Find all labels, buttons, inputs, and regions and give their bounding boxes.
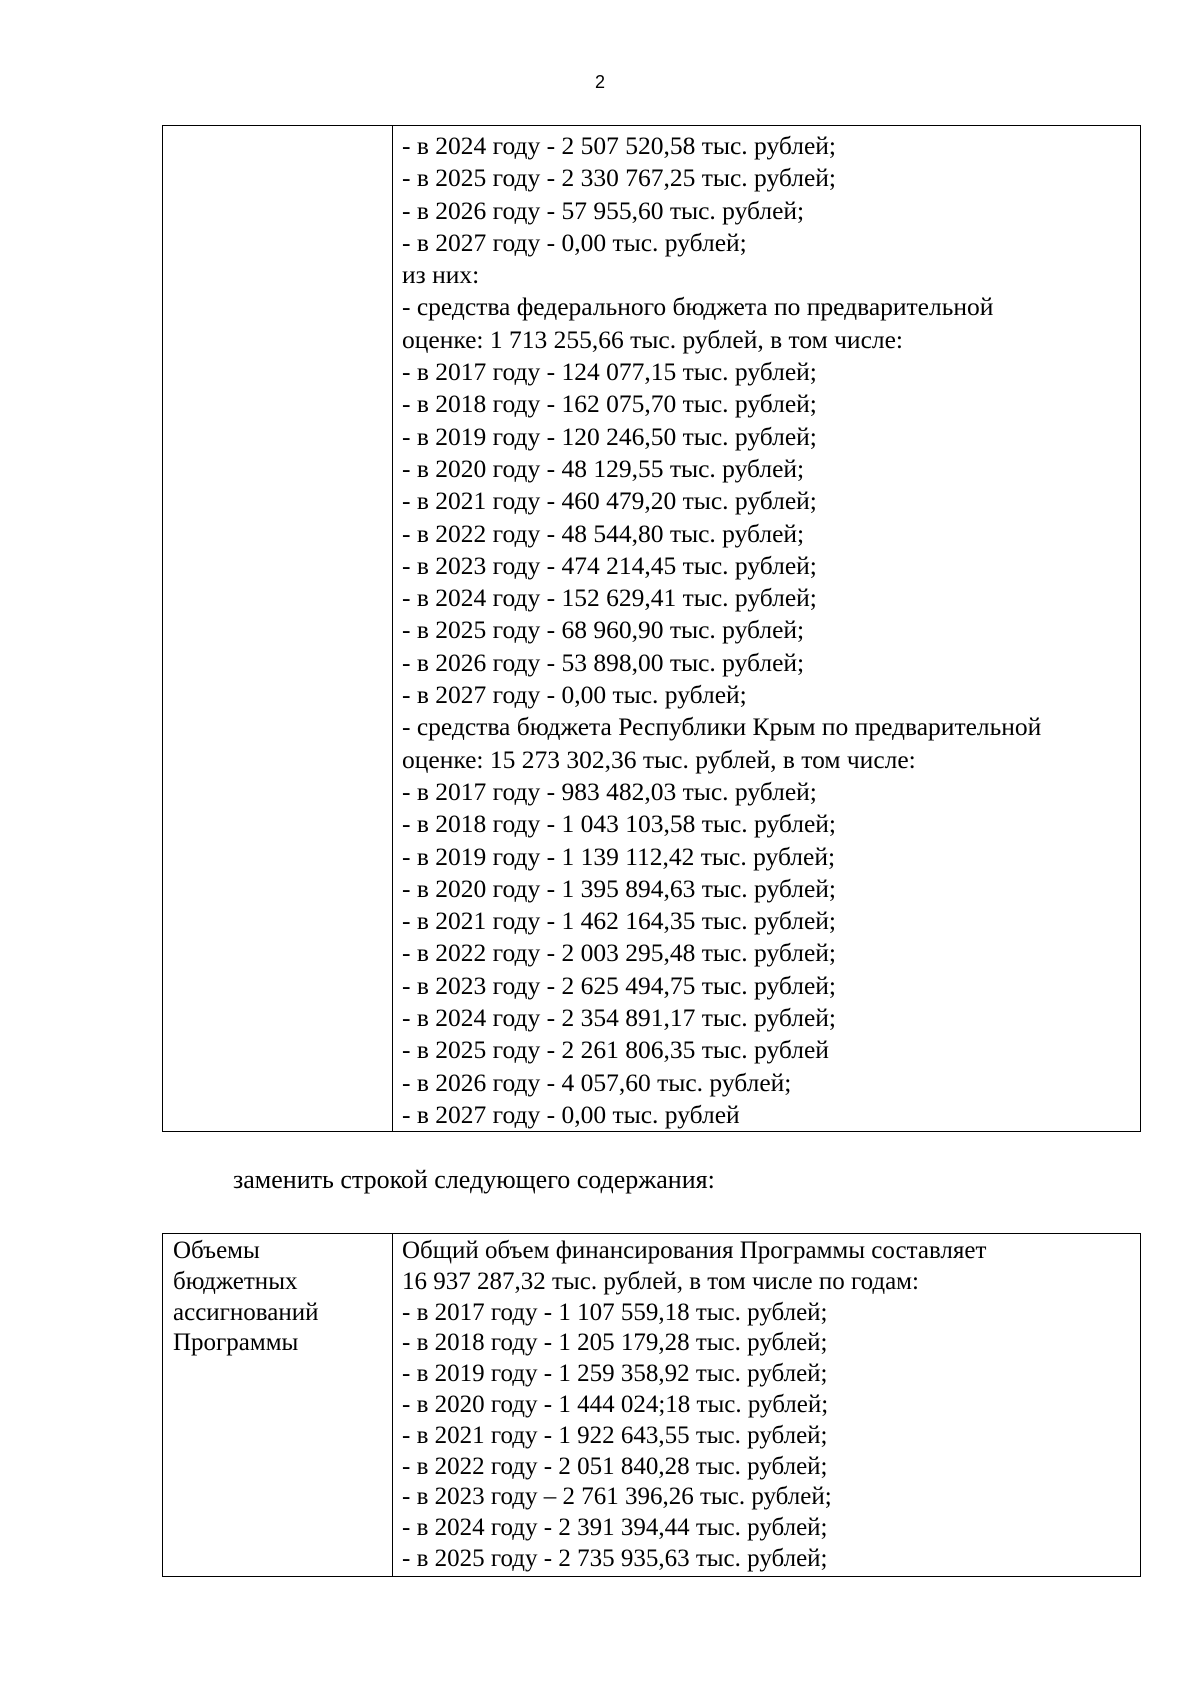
text-line: ассигнований	[173, 1298, 319, 1326]
text-line: оценке: 15 273 302,36 тыс. рублей, в том числе:	[402, 744, 916, 774]
budget-table-original	[162, 125, 1141, 1132]
text-line: - в 2019 году - 1 259 358,92 тыс. рублей;	[402, 1360, 828, 1388]
text-line: - в 2021 году - 1 462 164,35 тыс. рублей;	[402, 906, 836, 936]
text-line: - в 2020 году - 1 395 894,63 тыс. рублей;	[402, 873, 836, 903]
text-line: Программы	[173, 1329, 299, 1357]
text-line: - в 2018 году - 1 043 103,58 тыс. рублей;	[402, 809, 836, 839]
text-line: - в 2017 году - 983 482,03 тыс. рублей;	[402, 776, 817, 806]
text-line: - в 2022 году - 2 003 295,48 тыс. рублей;	[402, 938, 836, 968]
text-line: - в 2024 году - 2 507 520,58 тыс. рублей;	[402, 131, 836, 160]
text-line: - в 2023 году - 2 625 494,75 тыс. рублей;	[402, 970, 836, 1000]
table-cell-label-empty	[163, 126, 393, 1132]
text-line: Объемы	[173, 1237, 260, 1264]
text-line: - в 2025 году - 2 330 767,25 тыс. рублей;	[402, 163, 836, 193]
text-line: - в 2023 году - 474 214,45 тыс. рублей;	[402, 550, 817, 580]
text-line: - в 2025 году - 68 960,90 тыс. рублей;	[402, 615, 805, 645]
text-line: - в 2027 году - 0,00 тыс. рублей;	[402, 227, 747, 257]
text-line: - в 2024 году - 152 629,41 тыс. рублей;	[402, 583, 817, 613]
text-line: 16 937 287,32 тыс. рублей, в том числе по годам:	[402, 1267, 919, 1295]
text-line: - в 2026 году - 53 898,00 тыс. рублей;	[402, 647, 805, 677]
text-line: - в 2027 году - 0,00 тыс. рублей	[402, 1099, 740, 1129]
text-line: - в 2026 году - 57 955,60 тыс. рублей;	[402, 195, 805, 225]
text-line: - в 2025 году - 2 735 935,63 тыс. рублей;	[402, 1544, 828, 1572]
text-line: - в 2017 году - 124 077,15 тыс. рублей;	[402, 357, 817, 387]
label-lines	[163, 1234, 392, 1359]
text-line: - в 2021 году - 1 922 643,55 тыс. рублей;	[402, 1421, 828, 1449]
replace-instruction: заменить строкой следующего содержания:	[233, 1165, 715, 1194]
text-line: - в 2025 году - 2 261 806,35 тыс. рублей	[402, 1035, 829, 1065]
text-line: - средства бюджета Республики Крым по предварительной	[402, 712, 1042, 742]
text-line: - в 2021 году - 460 479,20 тыс. рублей;	[402, 486, 817, 516]
text-line: - в 2022 году - 48 544,80 тыс. рублей;	[402, 518, 805, 548]
text-line: оценке: 1 713 255,66 тыс. рублей, в том числе:	[402, 324, 904, 354]
text-line: - в 2024 году - 2 391 394,44 тыс. рублей;	[402, 1514, 828, 1542]
text-line: Общий объем финансирования Программы составляет	[402, 1237, 987, 1264]
text-line: - в 2020 году - 1 444 024;18 тыс. рублей;	[402, 1390, 829, 1418]
text-line: из них:	[402, 260, 480, 290]
text-line: - в 2020 году - 48 129,55 тыс. рублей;	[402, 453, 805, 483]
table-cell-funding	[393, 126, 1141, 1132]
text-line: - в 2022 году - 2 051 840,28 тыс. рублей;	[402, 1452, 828, 1480]
text-line: бюджетных	[173, 1267, 298, 1295]
text-line: - в 2018 году - 1 205 179,28 тыс. рублей;	[402, 1329, 828, 1357]
funding-lines	[393, 1234, 1140, 1576]
text-line: - в 2019 году - 1 139 112,42 тыс. рублей;	[402, 841, 836, 871]
table-cell-funding	[393, 1234, 1141, 1577]
text-line: - в 2027 году - 0,00 тыс. рублей;	[402, 680, 747, 710]
text-line: - в 2023 году – 2 761 396,26 тыс. рублей;	[402, 1483, 832, 1511]
funding-lines	[393, 126, 1140, 1131]
page-number: 2	[594, 72, 605, 92]
text-line: - в 2018 году - 162 075,70 тыс. рублей;	[402, 389, 817, 419]
text-line: - в 2017 году - 1 107 559,18 тыс. рублей;	[402, 1298, 828, 1326]
table-cell-label	[163, 1234, 393, 1577]
text-line: - в 2019 году - 120 246,50 тыс. рублей;	[402, 421, 817, 451]
text-line: - в 2026 году - 4 057,60 тыс. рублей;	[402, 1067, 792, 1097]
text-line: - в 2024 году - 2 354 891,17 тыс. рублей;	[402, 1003, 836, 1033]
text-line: - средства федерального бюджета по предварительной	[402, 292, 994, 322]
budget-table-replacement	[162, 1233, 1141, 1577]
table-row	[163, 1234, 1141, 1577]
table-row	[163, 126, 1141, 1132]
